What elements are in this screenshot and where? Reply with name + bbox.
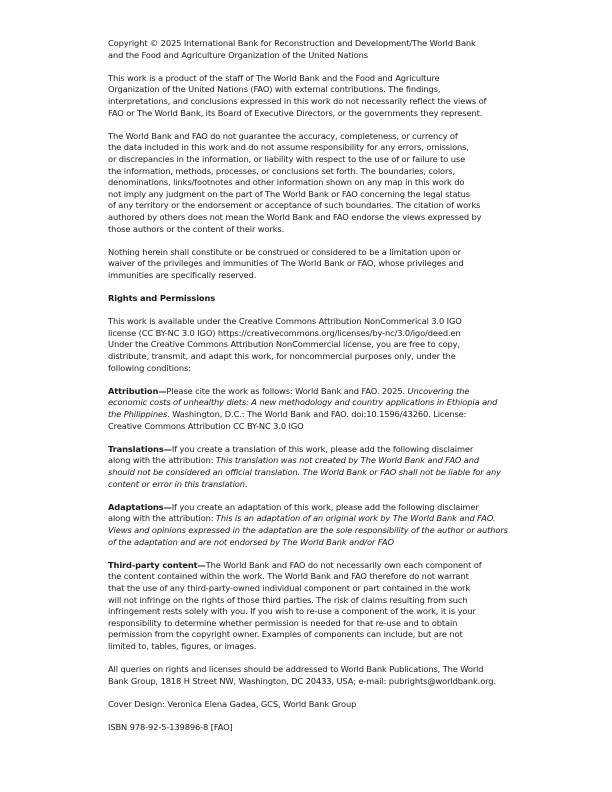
attribution-label: Attribution— (108, 385, 167, 396)
license-statement: This work is available under the Creative Commons Attribution NonCommerical 3.0 IGO license (CC BY-NC 3.0 IGO) https://creativecommons.org/licenses/by-nc/3.0/igo/deed.en Under the Creative Commons Attribution NonCommercial license, you are free to copy, distribute, transmit, and adapt this work, for noncommercial purposes only, under the following conditions: (108, 316, 508, 374)
cover-design-credit: Cover Design: Veronica Elena Gadea, GCS, World Bank Group (108, 698, 357, 709)
copyright-notice: Copyright © 2025 International Bank for Reconstruction and Development/The World Bank and the Food and Agriculture Organization of the United Nations (108, 38, 476, 60)
rights-heading: Rights and Permissions (108, 293, 216, 304)
license-url[interactable]: license (CC BY-NC 3.0 IGO) https://creativecommons.org/licenses/by-nc/3.0/igo/deed.en (108, 327, 461, 338)
translations-condition: Translations—If you create a translation of this work, please add the following disclaimer along with the attribution: This translation was not created by The World Bank and FAO and should not be considered an official translation. The World Bank or FAO shall not be liable for any content or error in this translation. (108, 443, 501, 489)
guarantee-disclaimer: The World Bank and FAO do not guarantee the accuracy, completeness, or currency of the data included in this work and do not assume responsibility for any errors, omissions, or discrepancies in the information, or liability with respect to the use of or failure to use the information, methods, processes, or conclusions set forth. The boundaries, colors, denominations, links/footnotes and other information shown on any map in this work do not imply any judgment on the part of The World Bank or FAO concerning the legal status of any territory or the endorsement or acceptance of such boundaries. The citation of works authored by others does not mean the World Bank and FAO endorse the views expressed by those authors or the content of their works. (108, 130, 482, 234)
privileges-statement: Nothing herein shall constitute or be construed or considered to be a limitation upon or waiver of the privileges and immunities of The World Bank or FAO, whose privileges and immunities are specifically reserved. (108, 246, 464, 280)
attribution-condition: Attribution—Please cite the work as follows: World Bank and FAO. 2025. Uncovering the economic costs of unhealthy diets: A new methodology and country applications in Ethiopia and the Philippines. Washington, D.C.: The World Bank and FAO. doi:10.1596/43260. License: Creative Commons Attribution CC BY-NC 3.0 IGO (108, 385, 498, 431)
translations-label: Translations— (108, 443, 172, 454)
third-party-label: Third-party content— (108, 559, 206, 570)
copyright-page (108, 38, 508, 745)
queries-statement: All queries on rights and licenses should be addressed to World Bank Publications, The World Bank Group, 1818 H Street NW, Washington, DC 20433, USA; e-mail: pubrights@worldbank.org. (108, 664, 496, 686)
adaptations-condition: Adaptations—If you create an adaptation of this work, please add the following disclaimer along with the attribution: This is an adaptation of an original work by The World Bank and FAO. Views and opinions expressed in the adaptation are the sole responsibility of the author or authors of the adaptation and are not endorsed by The World Bank and/or FAO (108, 501, 508, 547)
isbn: ISBN 978-92-5-139896-8 [FAO] (108, 722, 233, 733)
third-party-condition: Third-party content—The World Bank and FAO do not necessarily own each component of the content contained within the work. The World Bank and FAO therefore do not warrant that the use of any third-party-owned individual component or part contained in the work will not infringe on the rights of those third parties. The risk of claims resulting from such infringement rests solely with you. If you wish to re-use a component of the work, it is your responsibility to determine whether permission is needed for that re-use and to obtain permission from the copyright owner. Examples of components can include, but are not limited to, tables, figures, or images. (108, 559, 482, 651)
product-statement: This work is a product of the staff of The World Bank and the Food and Agriculture Organization of the United Nations (FAO) with external contributions. The findings, interpretations, and conclusions expressed in this work do not necessarily reflect the views of FAO or The World Bank, its Board of Executive Directors, or the governments they represent. (108, 72, 487, 118)
adaptations-label: Adaptations— (108, 501, 172, 512)
